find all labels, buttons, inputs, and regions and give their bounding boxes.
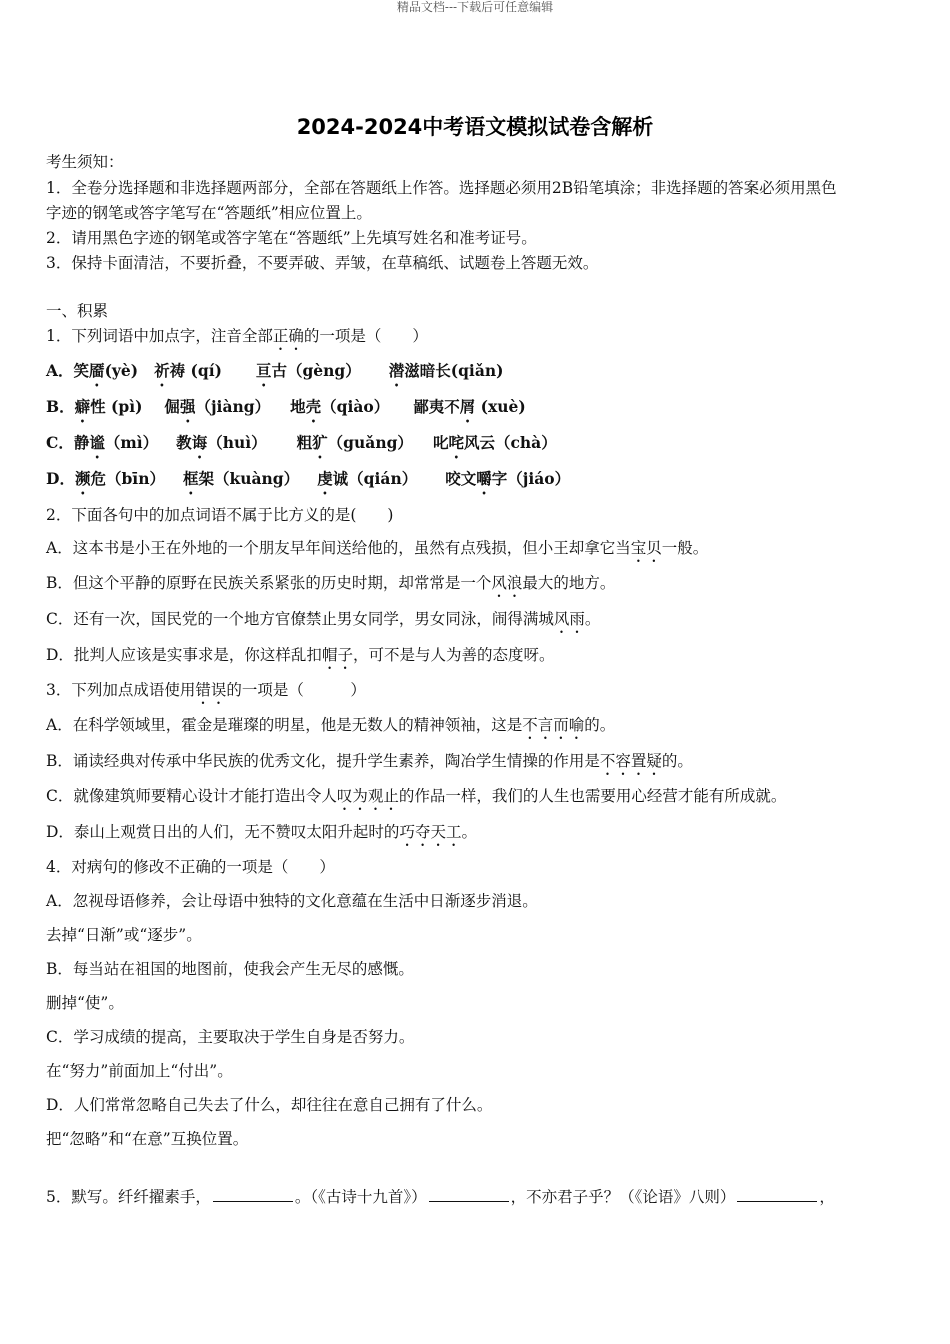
dotted-word: 不言而喻: [522, 716, 585, 734]
dotted-char: 嚼: [476, 469, 492, 488]
notice-item-1b: 字迹的钢笔或答字笔写在“答题纸”相应位置上。: [46, 204, 372, 222]
question-4-fix-d: 把“忽略”和“在意”互换位置。: [46, 1130, 249, 1148]
option-text: 的。: [584, 716, 616, 734]
answer-blank[interactable]: [737, 1187, 817, 1202]
notice-item-2: 2．请用黑色字迹的钢笔或答字笔在“答题纸”上先填写姓名和准考证号。: [46, 229, 537, 247]
answer-blank[interactable]: [213, 1187, 293, 1202]
dotted-word: 叹为观止: [336, 787, 399, 805]
question-1-option-b: [46, 397, 526, 426]
option-text: （jiàng）: [195, 397, 271, 416]
q1-stem-dotted: 正确: [272, 327, 304, 345]
option-text: 地: [290, 397, 306, 416]
option-text: 叱: [432, 433, 449, 452]
option-text: B．但这个平静的原野在民族关系紧张的历史时期，却常常是一个: [46, 574, 492, 592]
question-1-option-c: [46, 433, 557, 462]
q5-text: 5．默写。纤纤擢素手，: [46, 1188, 211, 1206]
option-text: 最大的地方。: [522, 574, 616, 592]
dotted-char: 犷: [312, 433, 328, 452]
page-header: 精品文档---下载后可任意编辑: [396, 0, 554, 14]
dotted-char: 强: [179, 397, 196, 416]
option-text: 滋暗长(qiǎn): [404, 361, 504, 380]
question-1-option-a: [46, 361, 503, 390]
dotted-word: 宝贝: [630, 539, 662, 557]
dotted-word: 风浪: [491, 574, 523, 592]
dotted-char: 亘: [255, 361, 272, 380]
question-4-fix-a: 去掉“日渐”或“逐步”。: [46, 926, 202, 944]
option-text: （guǎng）: [327, 433, 413, 452]
question-2-option-b: [46, 573, 615, 601]
section-heading: 一、积累: [46, 302, 109, 320]
q1-stem-text: 1．下列词语中加点字，注音全部: [46, 327, 273, 345]
dotted-char: 癖: [74, 397, 91, 416]
question-1-option-d: [46, 469, 570, 498]
option-text: 的。: [661, 752, 693, 770]
option-text: 性 (pì): [90, 397, 143, 416]
option-text: 倔: [164, 397, 180, 416]
question-2-stem: 2．下面各句中的加点词语不属于比方义的是( ): [46, 506, 394, 524]
option-text: 诚（qián）: [332, 469, 418, 488]
option-text: 祷 (qí): [169, 361, 222, 380]
dotted-char: 壳: [305, 397, 322, 416]
option-text: 架（kuàng）: [198, 469, 300, 488]
question-3-option-c: [46, 786, 786, 814]
option-text: C．还有一次，国民党的一个地方官僚禁止男女同学，男女同泳，闹得满城: [46, 610, 554, 628]
question-3-option-a: [46, 715, 615, 743]
dotted-char: 框: [182, 469, 199, 488]
option-text: 粗: [296, 433, 313, 452]
q5-text: ，: [819, 1188, 835, 1206]
option-label: B．: [46, 397, 75, 416]
option-text: （qiào）: [321, 397, 390, 416]
dotted-char: 虔: [317, 469, 333, 488]
notice-heading: 考生须知：: [46, 153, 124, 171]
option-text: A．这本书是小王在外地的一个朋友早年间送给他的，虽然有点残损，但小王却拿它当: [46, 539, 631, 557]
option-text: 鄙夷不: [413, 397, 460, 416]
answer-blank[interactable]: [429, 1187, 509, 1202]
dotted-char: 濒: [74, 469, 91, 488]
dotted-char: 咤: [448, 433, 464, 452]
question-3-stem: [46, 680, 366, 708]
question-3-option-d: [46, 822, 477, 850]
option-text: (yè): [104, 361, 139, 380]
question-4-option-a: A．忽视母语修养，会让母语中独特的文化意蕴在生活中日渐逐步消退。: [46, 892, 538, 910]
question-4-option-c: C．学习成绩的提高，主要取决于学生自身是否努力。: [46, 1028, 415, 1046]
option-text: D．批判人应该是实事求是，你这样乱扣: [46, 646, 322, 664]
q3-stem-dotted: 错误: [195, 681, 227, 699]
notice-item-3: 3．保持卡面清洁，不要折叠，不要弄破、弄皱，在草稿纸、试题卷上答题无效。: [46, 254, 599, 272]
q5-text: ，不亦君子乎？（《论语》八则）: [510, 1188, 736, 1206]
dotted-word: 不容置疑: [599, 752, 662, 770]
question-4-stem: 4．对病句的修改不正确的一项是（ ）: [46, 858, 335, 876]
option-text: （mì）: [104, 433, 159, 452]
option-text: B．诵读经典对传承中华民族的优秀文化，提升学生素养，陶冶学生情操的作用是: [46, 752, 600, 770]
option-text: 一般。: [661, 539, 709, 557]
dotted-char: 诲: [191, 433, 208, 452]
dotted-char: 潜: [388, 361, 405, 380]
question-1-stem: [46, 326, 428, 354]
q3-stem-text: 3．下列加点成语使用: [46, 681, 196, 699]
dotted-char: 谧: [89, 433, 105, 452]
option-text: (xuè): [475, 397, 526, 416]
question-4-option-b: B．每当站在祖国的地图前，使我会产生无尽的感慨。: [46, 960, 414, 978]
question-4-fix-b: 删掉“使”。: [46, 994, 124, 1012]
dotted-word: 帽子: [321, 646, 353, 664]
question-2-option-d: [46, 645, 554, 673]
question-4-fix-c: 在“努力”前面加上“付出”。: [46, 1062, 233, 1080]
q3-stem-tail: 的一项是（ ）: [226, 681, 366, 699]
dotted-word: 巧夺天工: [399, 823, 462, 841]
option-text: 笑: [73, 361, 90, 380]
option-text: 咬文: [445, 469, 477, 488]
option-text: 危（bīn）: [90, 469, 165, 488]
dotted-char: 屑: [459, 397, 476, 416]
option-text: 静: [73, 433, 90, 452]
page-title: 2024-2024中考语文模拟试卷含解析: [296, 115, 654, 139]
option-text: A．在科学领域里，霍金是璀璨的明星，他是无数人的精神领袖，这是: [46, 716, 523, 734]
option-label: A．: [46, 361, 74, 380]
option-text: 。: [461, 823, 477, 841]
option-text: 字（jiáo）: [491, 469, 571, 488]
dotted-word: 风雨: [553, 610, 585, 628]
option-text: D．泰山上观赏日出的人们，无不赞叹太阳升起时的: [46, 823, 400, 841]
option-label: C．: [46, 433, 74, 452]
dotted-char: 靥: [89, 361, 105, 380]
option-text: 教: [176, 433, 192, 452]
question-5: [46, 1187, 835, 1207]
notice-item-1a: 1．全卷分选择题和非选择题两部分，全部在答题纸上作答。选择题必须用2B铅笔填涂；非选择题的答案必须用黑色: [46, 179, 837, 197]
q1-stem-tail: 的一项是（ ）: [303, 327, 428, 345]
question-2-option-c: [46, 609, 600, 637]
q5-text: 。（《古诗十九首》）: [294, 1188, 427, 1206]
dotted-char: 祈: [154, 361, 170, 380]
option-text: 。: [584, 610, 601, 628]
option-text: （huì）: [207, 433, 267, 452]
option-text: 风云（chà）: [463, 433, 557, 452]
option-text: ，可不是与人为善的态度呀。: [352, 646, 555, 664]
option-text: 古（gèng）: [271, 361, 361, 380]
option-text: 的作品一样，我们的人生也需要用心经营才能有所成就。: [398, 787, 787, 805]
option-text: C．就像建筑师要精心设计才能打造出令人: [46, 787, 337, 805]
option-label: D．: [46, 469, 75, 488]
question-2-option-a: [46, 538, 708, 566]
question-4-option-d: D．人们常常忽略自己失去了什么，却往往在意自己拥有了什么。: [46, 1096, 493, 1114]
question-3-option-b: [46, 751, 693, 779]
